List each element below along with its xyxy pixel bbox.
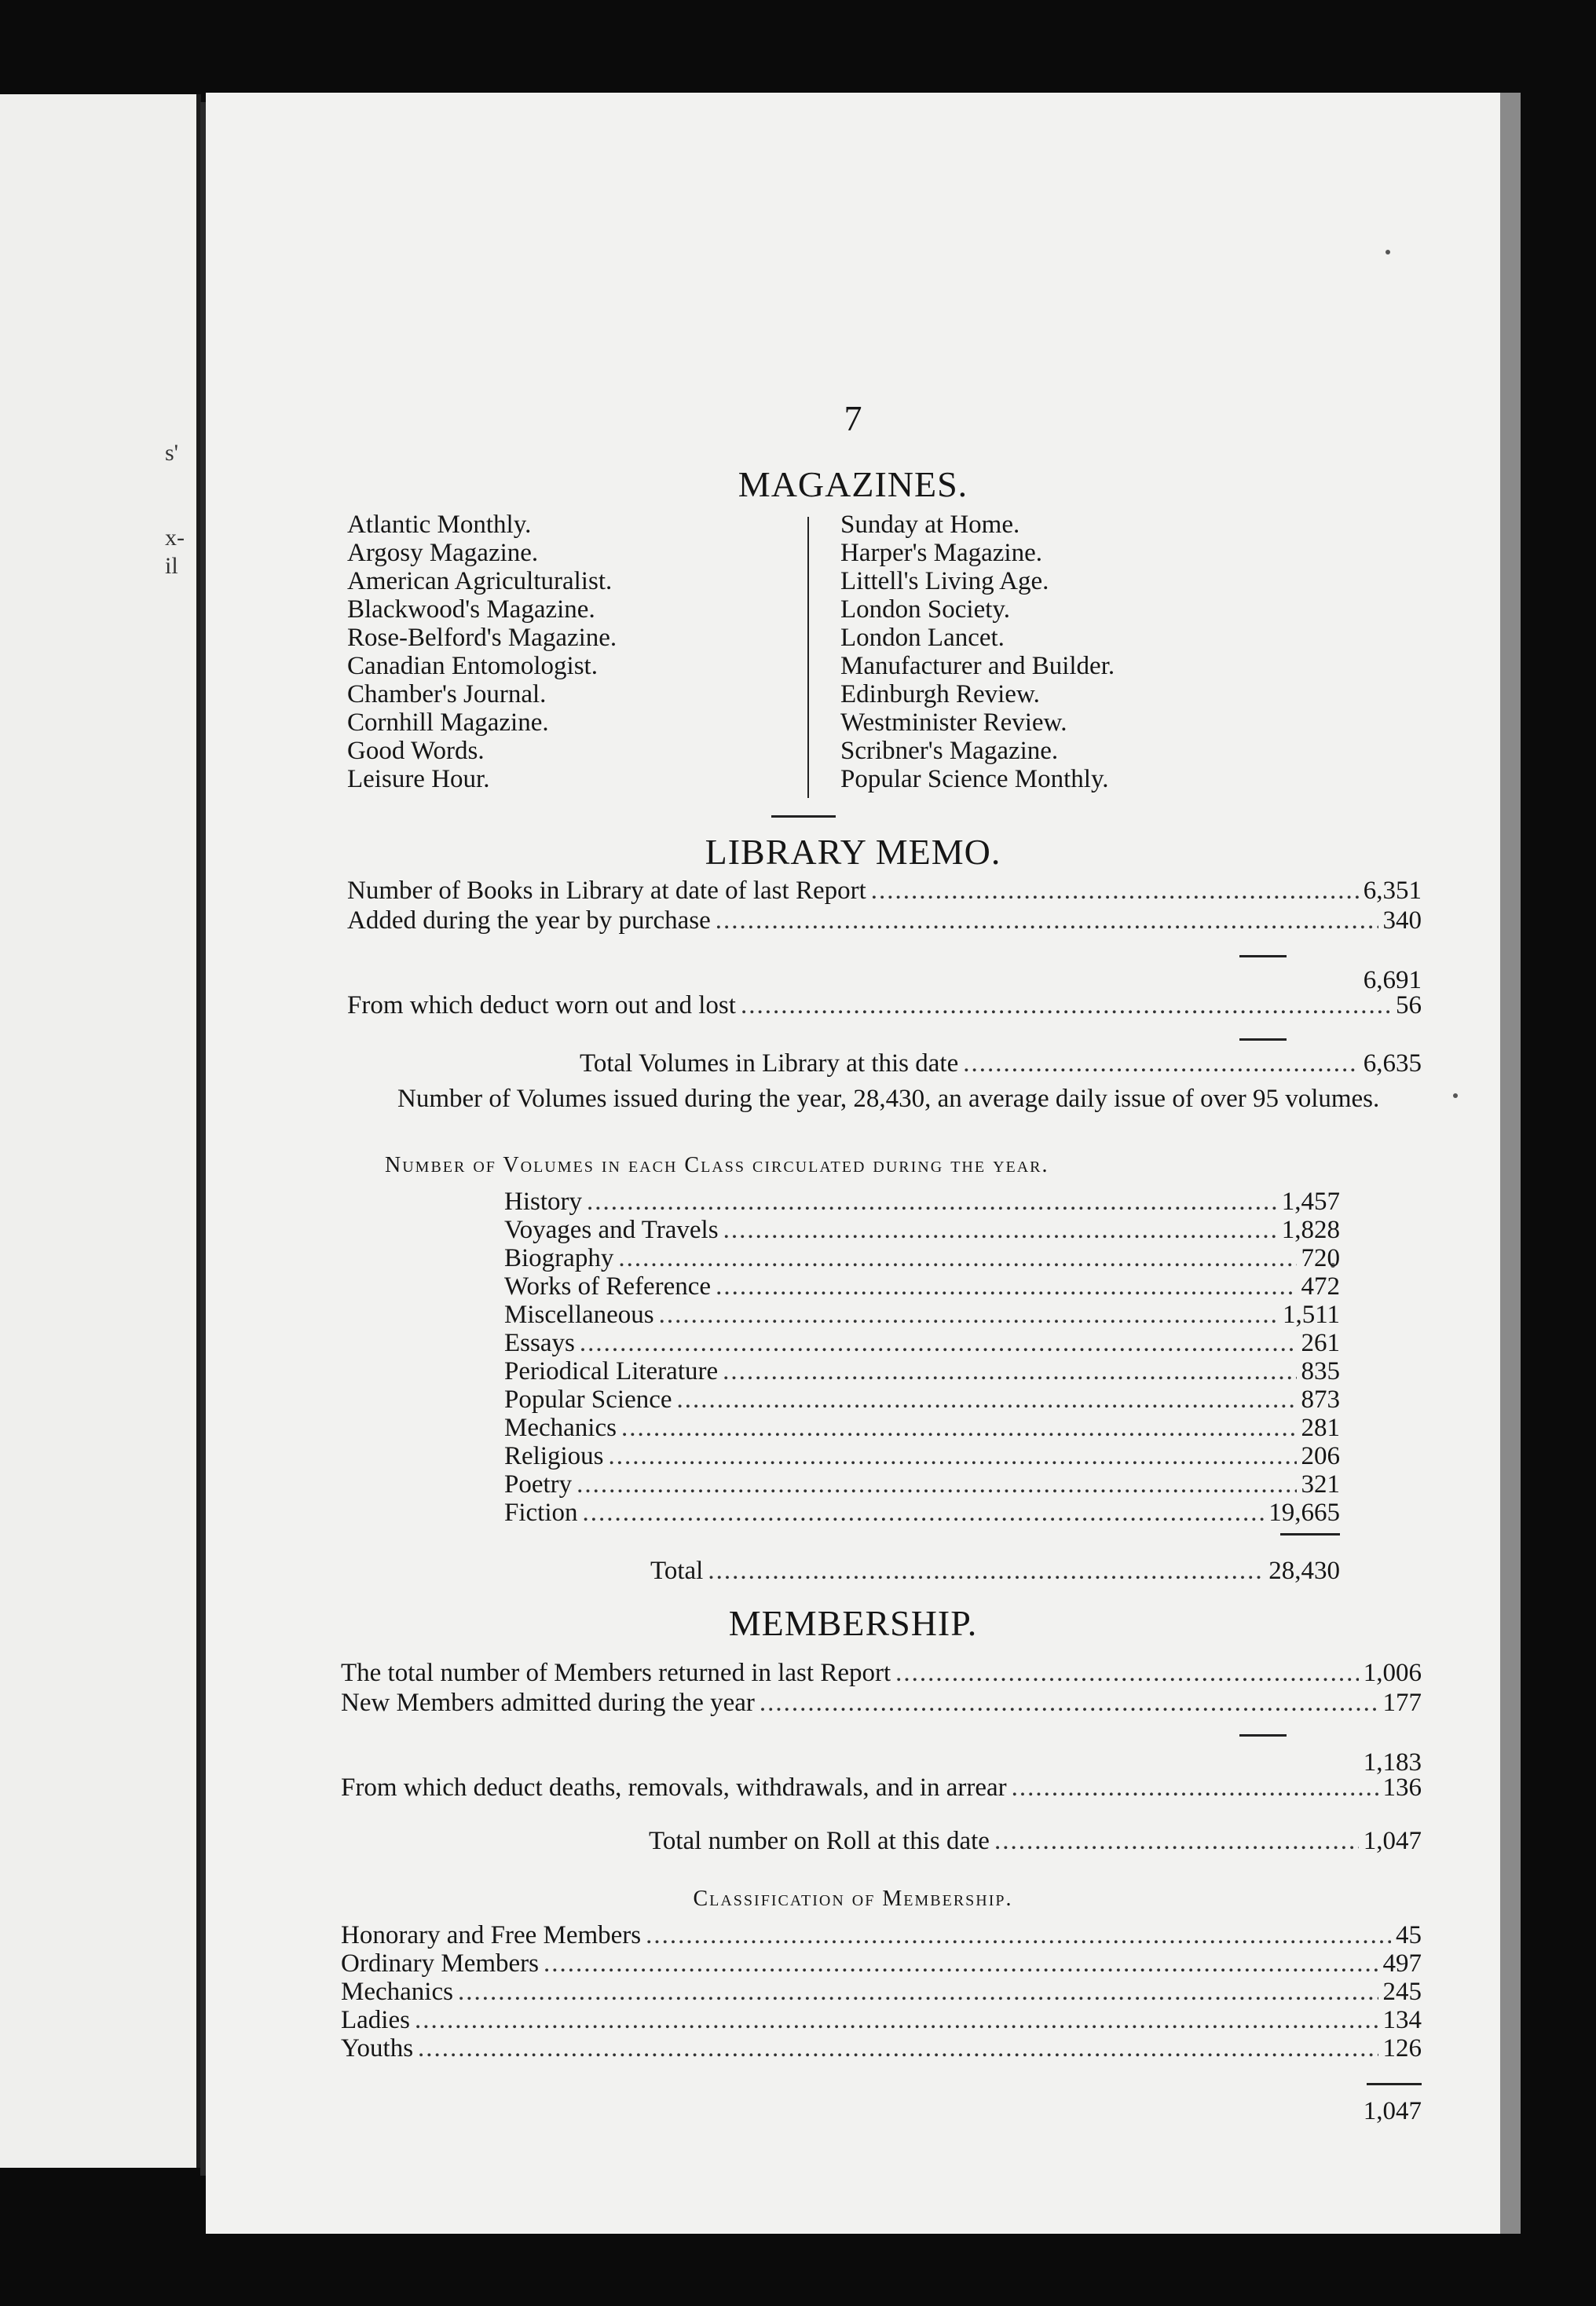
class-value: 19,665 (1268, 1499, 1340, 1527)
left-page-fragment (0, 94, 201, 2168)
magazines-left-column (347, 511, 617, 793)
row-value: 1,006 (1363, 1659, 1422, 1687)
circulation-row (504, 1244, 1340, 1272)
circulation-row (504, 1188, 1340, 1216)
class-value: 126 (1382, 2034, 1422, 2063)
class-value: 472 (1301, 1272, 1340, 1301)
class-label: Youths (341, 2034, 414, 2063)
magazines-heading: MAGAZINES. (738, 464, 968, 504)
leader-dots (716, 906, 1378, 935)
leader-dots (458, 1978, 1378, 2006)
library-memo-row (347, 991, 1422, 1019)
circulation-row (504, 1301, 1340, 1329)
row-label: Added during the year by purchase (347, 906, 711, 935)
class-label: Mechanics (341, 1978, 453, 2006)
left-page-text: il (165, 553, 178, 579)
row-value: 6,635 (1363, 1049, 1422, 1078)
leader-dots (587, 1188, 1277, 1216)
left-page-text: x- (165, 525, 185, 551)
class-value: 497 (1382, 1949, 1422, 1978)
total-label: Total (650, 1557, 704, 1585)
class-label: Honorary and Free Members (341, 1921, 642, 1949)
class-value: 720 (1301, 1244, 1340, 1272)
column-divider (807, 517, 809, 798)
class-label: Works of Reference (504, 1272, 712, 1301)
class-value: 321 (1301, 1470, 1340, 1499)
sum-rule (1239, 1734, 1287, 1737)
row-label: From which deduct deaths, removals, withdrawals, and in arrear (341, 1773, 1007, 1802)
leader-dots (621, 1414, 1297, 1442)
class-label: Religious (504, 1442, 604, 1470)
row-value: 177 (1382, 1689, 1422, 1717)
magazine-item: Westminister Review. (840, 708, 1067, 737)
circulation-row (504, 1442, 1340, 1470)
magazine-item: Littell's Living Age. (840, 567, 1049, 595)
leader-dots (994, 1827, 1359, 1855)
section-divider (771, 815, 836, 818)
row-value: 1,047 (1363, 1827, 1422, 1855)
row-value: 340 (1382, 906, 1422, 935)
leader-dots (609, 1442, 1297, 1470)
magazine-item: American Agriculturalist. (347, 567, 613, 595)
leader-dots (646, 1921, 1391, 1949)
subtotal-value: 1,183 (1363, 1748, 1422, 1777)
row-label: Number of Books in Library at date of last Report (347, 877, 866, 905)
classification-row (341, 2034, 1422, 2063)
issued-paragraph: Number of Volumes issued during the year, 28,430, an average daily issue of over 95 volumes. (397, 1085, 1380, 1113)
row-label: Total Volumes in Library at this date (580, 1049, 959, 1078)
class-label: Ladies (341, 2006, 410, 2034)
library-memo-total-row (580, 1049, 1422, 1078)
magazines-right-column (840, 511, 1115, 793)
row-label: Total number on Roll at this date (649, 1827, 990, 1855)
circulation-row (504, 1329, 1340, 1357)
class-value: 45 (1396, 1921, 1422, 1949)
leader-dots (723, 1216, 1277, 1244)
classification-total: 1,047 (1363, 2097, 1422, 2125)
circulation-row (504, 1216, 1340, 1244)
class-label: Periodical Literature (504, 1357, 719, 1385)
class-value: 134 (1382, 2006, 1422, 2034)
left-page-text: s' (165, 440, 179, 466)
class-label: Biography (504, 1244, 614, 1272)
magazine-item: Argosy Magazine. (347, 539, 539, 567)
leader-dots (544, 1949, 1378, 1978)
classification-row (341, 2006, 1422, 2034)
leader-dots (659, 1301, 1278, 1329)
membership-total-row (649, 1827, 1422, 1855)
circulation-row (504, 1414, 1340, 1442)
leader-dots (741, 991, 1391, 1019)
leader-dots (871, 877, 1359, 905)
magazine-item: Scribner's Magazine. (840, 737, 1059, 765)
magazine-item: Blackwood's Magazine. (347, 595, 595, 624)
page-edge (1500, 93, 1521, 2234)
leader-dots (716, 1272, 1296, 1301)
library-memo-row (347, 877, 1422, 905)
leader-dots (580, 1329, 1297, 1357)
magazine-item: London Lancet. (840, 624, 1005, 652)
leader-dots (415, 2006, 1378, 2034)
row-value: 136 (1382, 1773, 1422, 1802)
class-value: 1,828 (1281, 1216, 1340, 1244)
leader-dots (418, 2034, 1378, 2063)
row-label: New Members admitted during the year (341, 1689, 755, 1717)
class-label: Miscellaneous (504, 1301, 654, 1329)
classification-row (341, 1978, 1422, 2006)
leader-dots (618, 1244, 1296, 1272)
class-value: 245 (1382, 1978, 1422, 2006)
paper-speck (1453, 1093, 1458, 1098)
magazine-item: Popular Science Monthly. (840, 765, 1109, 793)
class-value: 281 (1301, 1414, 1340, 1442)
circulation-row (504, 1385, 1340, 1414)
leader-dots (1012, 1773, 1378, 1802)
leader-dots (708, 1557, 1264, 1585)
magazine-item: Atlantic Monthly. (347, 511, 532, 539)
magazine-item: Good Words. (347, 737, 485, 765)
row-value: 6,351 (1363, 877, 1422, 905)
class-label: History (504, 1188, 582, 1216)
sum-rule (1239, 955, 1287, 957)
classification-row (341, 1949, 1422, 1978)
circulation-row (504, 1357, 1340, 1385)
class-value: 1,457 (1281, 1188, 1340, 1216)
library-memo-row (347, 906, 1422, 935)
circulation-total-row (650, 1557, 1340, 1585)
leader-dots (723, 1357, 1296, 1385)
circulation-row (504, 1272, 1340, 1301)
class-value: 873 (1301, 1385, 1340, 1414)
paper-speck (1386, 250, 1390, 254)
circulation-heading: Number of Volumes in each Class circulated during the year. (385, 1153, 1049, 1177)
magazine-item: Chamber's Journal. (347, 680, 547, 708)
class-label: Fiction (504, 1499, 578, 1527)
class-value: 261 (1301, 1329, 1340, 1357)
subtotal-value: 6,691 (1363, 966, 1422, 994)
magazine-item: Cornhill Magazine. (347, 708, 549, 737)
document-page (206, 93, 1500, 2234)
page-number: 7 (844, 398, 862, 438)
row-label: From which deduct worn out and lost (347, 991, 736, 1019)
class-label: Ordinary Members (341, 1949, 540, 1978)
classification-heading: Classification of Membership. (693, 1887, 1013, 1911)
magazine-item: Leisure Hour. (347, 765, 490, 793)
circulation-row (504, 1499, 1340, 1527)
sum-rule (1239, 1038, 1287, 1041)
row-label: The total number of Members returned in last Report (341, 1659, 891, 1687)
row-value: 56 (1396, 991, 1422, 1019)
membership-row (341, 1773, 1422, 1802)
class-label: Mechanics (504, 1414, 617, 1442)
leader-dots (677, 1385, 1297, 1414)
leader-dots (583, 1499, 1265, 1527)
magazine-item: Edinburgh Review. (840, 680, 1040, 708)
magazine-item: Rose-Belford's Magazine. (347, 624, 617, 652)
total-value: 28,430 (1268, 1557, 1340, 1585)
magazine-item: Manufacturer and Builder. (840, 652, 1115, 680)
class-label: Popular Science (504, 1385, 672, 1414)
magazine-item: Canadian Entomologist. (347, 652, 598, 680)
class-label: Poetry (504, 1470, 573, 1499)
class-label: Voyages and Travels (504, 1216, 719, 1244)
membership-row (341, 1659, 1422, 1687)
membership-row (341, 1689, 1422, 1717)
leader-dots (577, 1470, 1296, 1499)
magazine-item: Sunday at Home. (840, 511, 1020, 539)
circulation-row (504, 1470, 1340, 1499)
library-memo-heading: LIBRARY MEMO. (705, 832, 1001, 872)
class-value: 835 (1301, 1357, 1340, 1385)
magazine-item: Harper's Magazine. (840, 539, 1042, 567)
class-value: 206 (1301, 1442, 1340, 1470)
leader-dots (895, 1659, 1359, 1687)
sum-rule (1280, 1533, 1340, 1536)
leader-dots (963, 1049, 1359, 1078)
classification-row (341, 1921, 1422, 1949)
class-label: Essays (504, 1329, 575, 1357)
leader-dots (760, 1689, 1378, 1717)
magazine-item: London Society. (840, 595, 1010, 624)
membership-heading: MEMBERSHIP. (728, 1603, 978, 1643)
class-value: 1,511 (1282, 1301, 1340, 1329)
sum-rule (1367, 2083, 1422, 2085)
